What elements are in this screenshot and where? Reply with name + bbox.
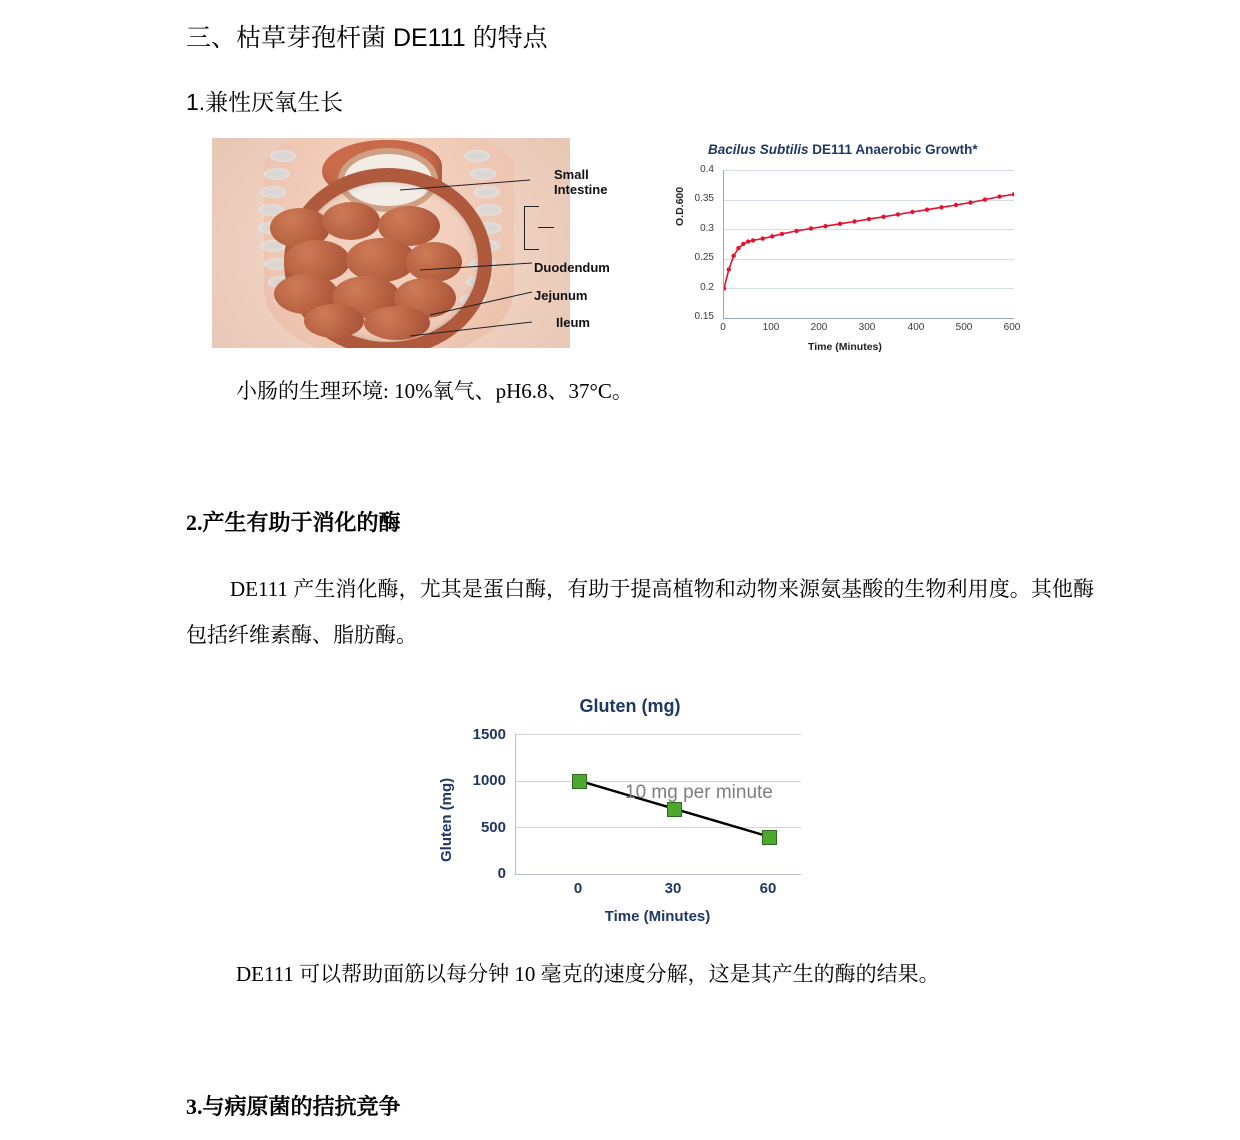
chart2-data-marker [762,830,777,845]
chart1-xtick: 200 [810,322,828,333]
intestine-coil [322,202,380,240]
figure-2-caption: DE111 可以帮助面筋以每分钟 10 毫克的速度分解，这是其产生的酶的结果。 [236,962,940,986]
chart1-xtick: 0 [720,322,726,333]
subsection-2-heading: 2.产生有助于消化的酶 [186,510,401,535]
chart1-xtick: 300 [858,322,876,333]
rib-icon [264,168,290,180]
anaerobic-growth-chart [668,138,1048,360]
gluten-degradation-chart [420,690,840,940]
chart1-ytick: 0.15 [694,311,714,322]
chart2-ytick: 500 [480,819,506,836]
chart1-xtick: 500 [955,322,973,333]
chart2-annotation: 10 mg per minute [625,782,773,803]
chart1-title [708,142,978,157]
chart2-y-axis-title: Gluten (mg) [438,777,455,862]
chart2-xtick: 0 [573,880,583,897]
chart1-title-rest: DE111 Anaerobic Growth* [808,142,978,157]
rib-icon [270,150,296,162]
chart2-data-marker [667,802,682,817]
chart1-xtick: 400 [907,322,925,333]
chart1-plot-area [723,170,1014,319]
label-small-intestine-line2: Intestine [554,182,608,197]
chart2-series-line [516,734,801,874]
chart2-xtick: 60 [759,880,777,897]
label-duodendum: Duodendum [534,260,610,275]
subsection-2-paragraph: DE111 产生消化酶，尤其是蛋白酶，有助于提高植物和动物来源氨基酸的生物利用度。其他酶包括纤维素酶、脂肪酶。 [186,577,1094,647]
chart1-ytick: 0.35 [694,193,714,204]
chart1-xtick: 600 [1003,322,1021,333]
chart1-ytick: 0.4 [700,164,714,175]
chart1-y-axis-title: O.D.600 [674,186,686,226]
label-ileum: Ileum [556,315,590,330]
chart2-title: Gluten (mg) [579,696,681,716]
subsection-1-heading: 1.兼性厌氧生长 [186,89,344,115]
chart1-ytick: 0.3 [700,223,714,234]
chart1-series-line [724,170,1014,318]
rib-icon [260,186,286,198]
label-jejunum: Jejunum [534,288,588,303]
label-small-intestine-line1: Small [554,167,589,182]
chart1-xtick: 100 [762,322,780,333]
chart2-plot-area [515,734,801,875]
chart2-ytick: 1000 [472,772,506,789]
chart2-data-marker [572,774,587,789]
subsection-3-heading: 3.与病原菌的拮抗竞争 [186,1094,401,1119]
chart1-x-axis-title: Time (Minutes) [808,341,882,353]
chart2-ytick: 0 [497,865,506,882]
chart2-ytick: 1500 [472,726,506,743]
chart2-x-axis-title: Time (Minutes) [604,908,711,925]
figure-1-caption: 小肠的生理环境: 10%氧气、pH6.8、37°C。 [236,379,633,403]
section-heading: 三、枯草芽孢杆菌 DE111 的特点 [186,24,548,52]
chart1-title-italic: Bacilus Subtilis [708,142,809,157]
chart1-ytick: 0.25 [694,252,714,263]
intestine-coil [304,304,364,338]
chart1-ytick: 0.2 [700,282,714,293]
chart2-xtick: 30 [664,880,682,897]
